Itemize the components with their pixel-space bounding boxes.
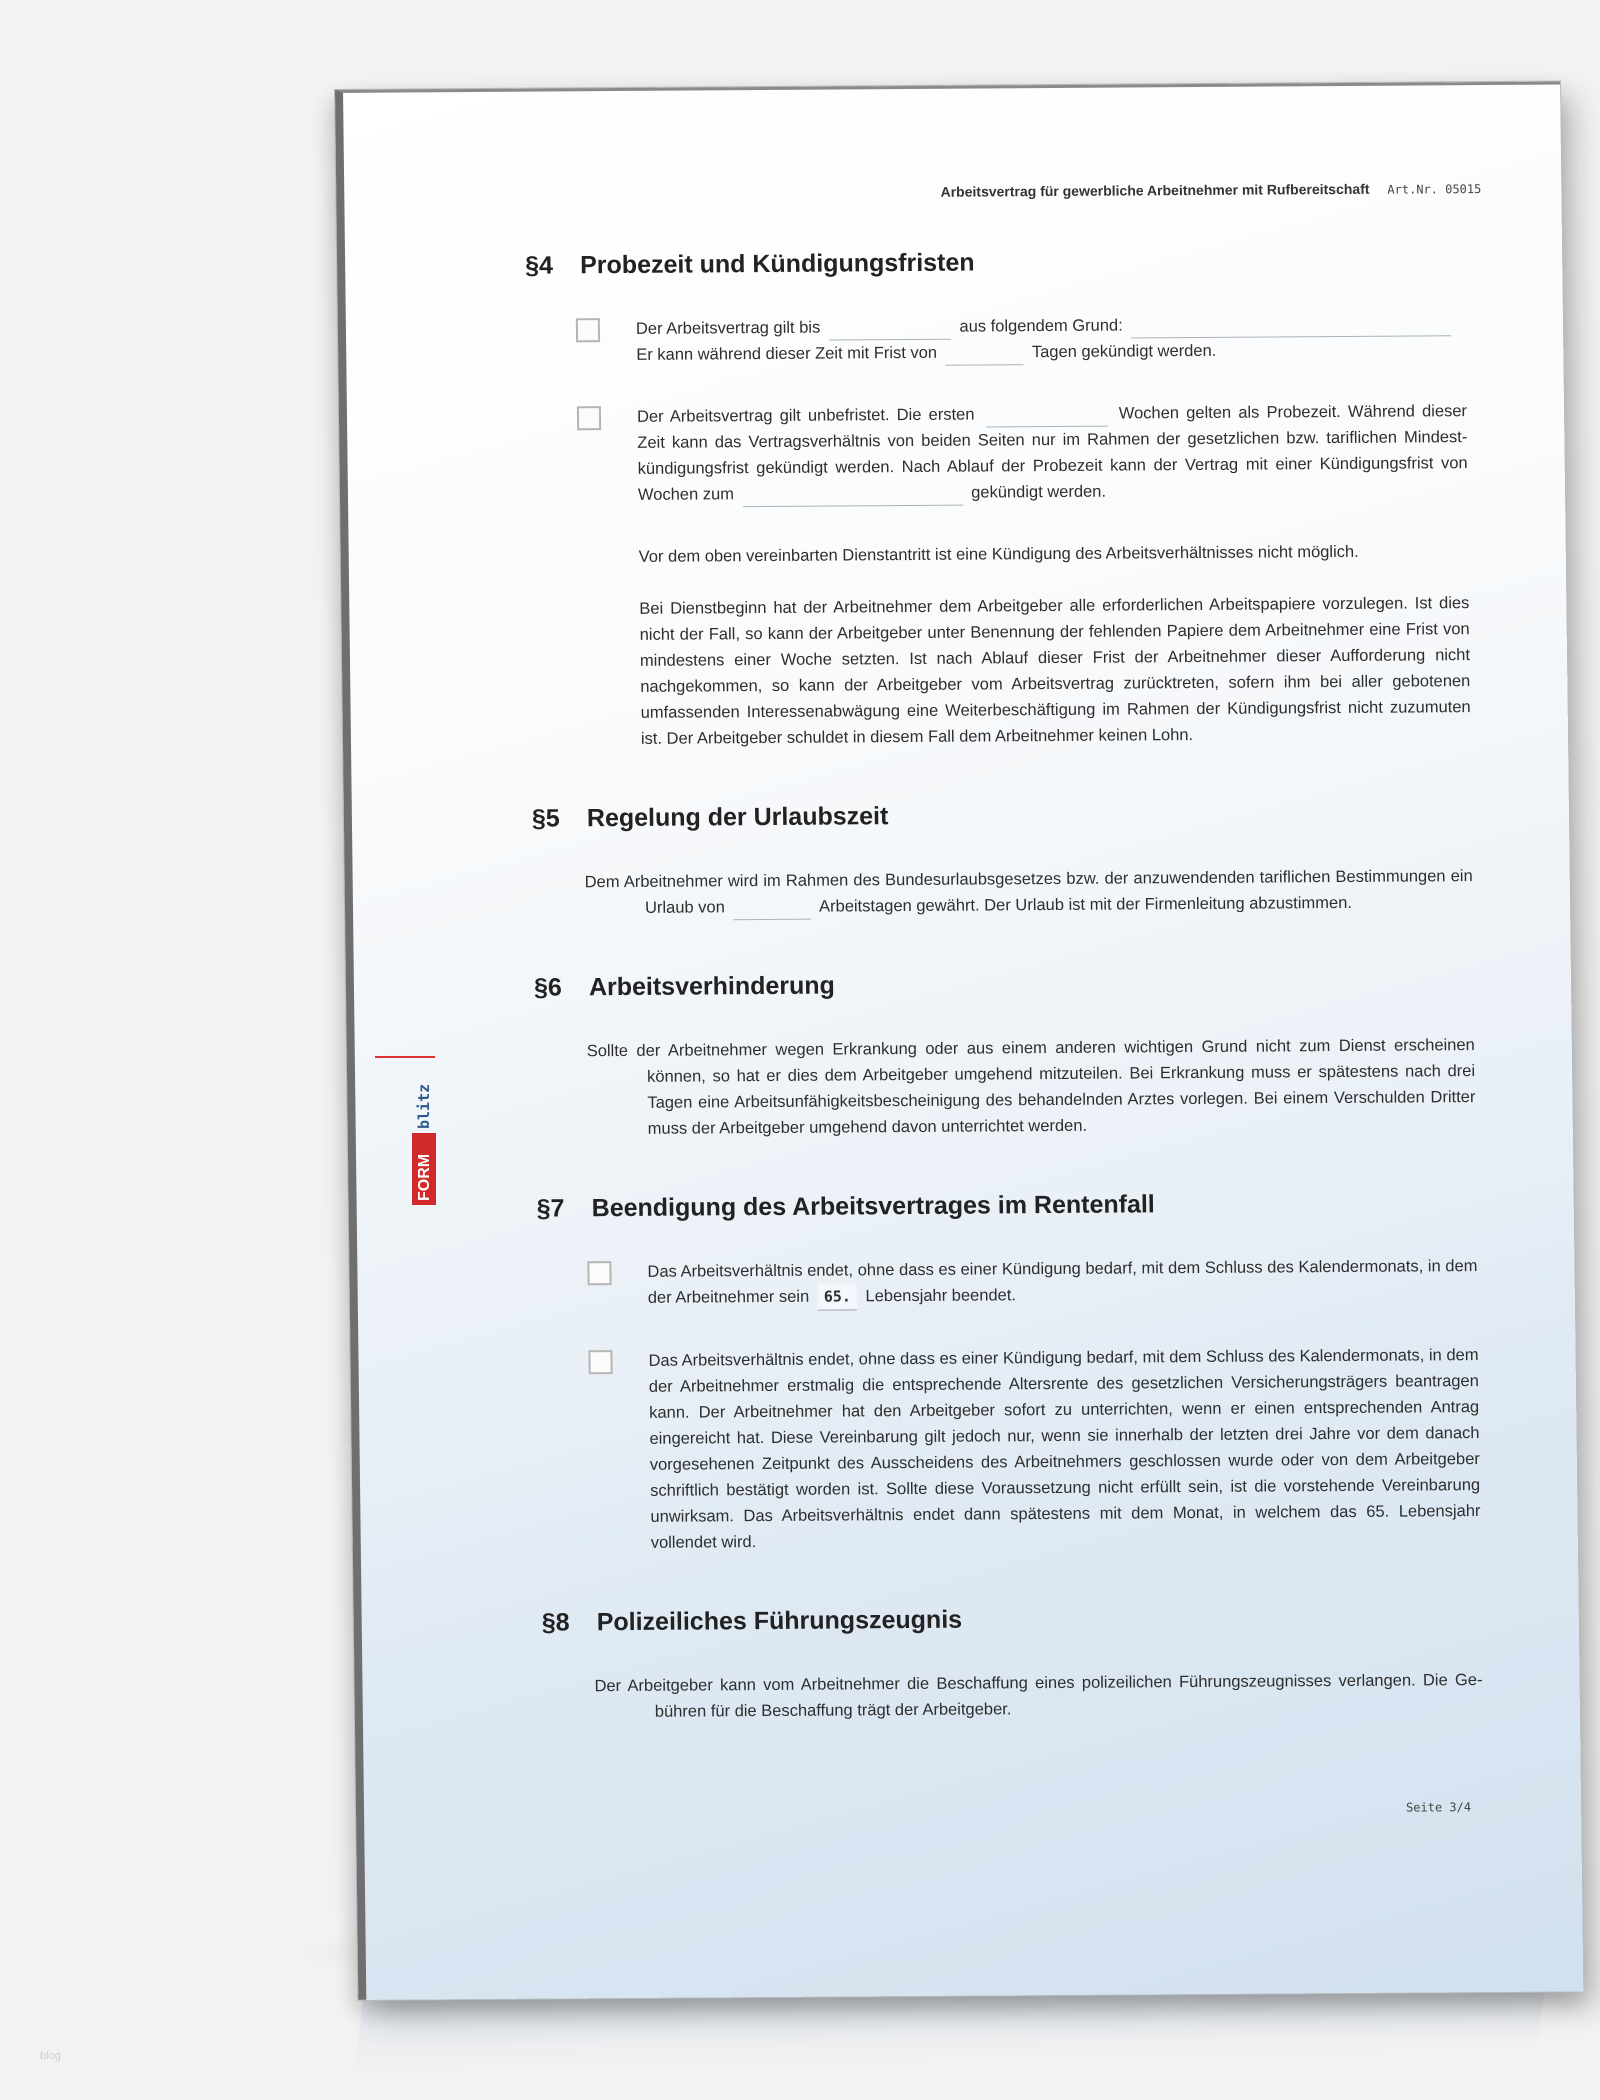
checkbox-retirement-age[interactable]	[587, 1261, 611, 1285]
section-heading	[532, 798, 1472, 834]
text-segment: Der Arbeitsvertrag gilt unbefristet. Die ersten	[636, 405, 975, 426]
document-page	[335, 81, 1583, 1999]
option-pension-claim	[588, 1342, 1481, 1556]
end-date-field[interactable]	[829, 322, 951, 341]
reason-field[interactable]	[1131, 318, 1451, 338]
text-segment: Wochen gelten als Probezeit. Während dieser Zeit kann das Vertragsverhältnis von beiden Seiten nur im Rahmen der gesetzlichen bzw. tariflichen Mindestkündigungsfrist gekündigt werden. Nach Ablauf der Probezeit kann der Vertrag mit einer Kündigungsfrist von Wochen zum	[637, 402, 1468, 504]
text-segment: Dem Arbeitnehmer wird im Rahmen des Bundesurlaubsgesetzes bzw. der anzuwendenden tariflichen Bestimmungen ein Urlaub von	[584, 867, 1473, 917]
option-text	[647, 1253, 1478, 1312]
paragraph: Bei Dienstbeginn hat der Arbeitnehmer dem Arbeitgeber alle erforderlichen Arbeitspapiere vorzulegen. Ist dies nicht der Fall, so kann der Arbeitgeber unter Benennung der fehlenden Papiere dem Arbeitnehmer eine Frist von mindestens einer Woche setzten. Ist nach Ablauf dieser Frist der Arbeitnehmer dieser Aufforderung nicht nachgekommen, so kann der Arbeitgeber vom Arbeitsvertrag zurücktreten, sofern ihm bei aller gebotenen umfassenden Interessenabwägung eine Weiterbeschäftigung im Rahmen der Kündigungsfrist nicht zuzumuten ist. Der Arbeitgeber schuldet in diesem Fall dem Arbeitnehmer keinen Lohn.	[639, 594, 1471, 748]
section-8	[542, 1602, 1483, 1726]
section-heading	[534, 967, 1474, 1003]
retirement-age-field[interactable]: 65.	[818, 1283, 857, 1310]
probation-weeks-field[interactable]	[986, 409, 1108, 428]
section-number: §7	[536, 1194, 565, 1223]
option-retirement-age	[587, 1253, 1478, 1312]
formblitz-logo	[412, 1055, 436, 1205]
option-text: Das Arbeitsverhältnis endet, ohne dass es einer Kündigung bedarf, mit dem Schluss des Kalendermonats, in dem der Arbeitnehmer erstmalig die entsprechende Altersrente des gesetzlichen Versicherungsträgers beantragen kann. Der Arbeitnehmer hat den Arbeitgeber sofort zu unterrichten, wenn er einen entsprechenden Antrag eingereicht hat. Diese Vereinbarung gilt jedoch nur, wenn sie innerhalb der letzten drei Jahre vor dem danach vorgesehenen Zeitpunkt des Ausscheidens des Arbeitnehmers geschlossen wurde oder von dem Arbeitgeber schriftlich bestätigt worden ist. Sollte diese Voraussetzung nicht erfüllt sein, ist die vorstehende Vereinbarung unwirksam. Das Arbeitsverhältnis endet dann spätestens mit dem Monat, in welchem das 65. Lebensjahr vollendet wird.	[648, 1346, 1481, 1552]
option-permanent	[577, 398, 1468, 508]
text-segment: Er kann während dieser Zeit mit Frist von	[636, 343, 938, 364]
section-5	[532, 798, 1473, 922]
page-number: Seite 3/4	[1405, 1800, 1472, 1815]
header-title: Arbeitsvertrag für gewerbliche Arbeitnehmer mit Rufbereitschaft	[940, 180, 1370, 200]
watermark: blog	[40, 2050, 61, 2062]
section-title: Arbeitsverhinderung	[588, 971, 836, 1002]
notice-days-field[interactable]	[946, 347, 1024, 366]
section-title: Regelung der Urlaubszeit	[586, 802, 889, 833]
section-heading	[537, 1188, 1477, 1224]
section-heading	[525, 245, 1465, 281]
text-segment: Lebensjahr beendet.	[865, 1286, 1017, 1306]
document-header	[940, 180, 1481, 200]
paragraph	[585, 863, 1474, 921]
section-6	[534, 967, 1476, 1143]
text-segment: gekündigt werden.	[971, 482, 1107, 502]
section-number: §4	[524, 251, 554, 280]
section-title: Beendigung des Arbeitsvertrages im Rentenfall	[591, 1190, 1155, 1223]
section-title: Polizeiliches Führungszeugnis	[596, 1605, 963, 1637]
section-number: §6	[533, 973, 562, 1002]
section-7	[537, 1188, 1481, 1557]
section-title: Probezeit und Kündigungsfristen	[579, 248, 975, 280]
paragraph: Vor dem oben vereinbarten Dienstantritt ist eine Kündigung des Arbeitsverhältnisses nicht möglich.	[638, 542, 1359, 566]
text-segment: aus folgendem Grund:	[959, 316, 1123, 336]
checkbox-pension-claim[interactable]	[588, 1350, 612, 1374]
option-text	[637, 398, 1468, 508]
notice-date-field[interactable]	[743, 488, 963, 508]
section-number: §8	[541, 1608, 570, 1637]
paragraph: Der Arbeitgeber kann vom Arbeitnehmer die Beschaffung eines polizeilichen Führungszeugnisses verlangen. Die Gebühren für die Beschaffung trägt der Arbeitgeber.	[594, 1671, 1483, 1721]
text-segment: Das Arbeitsverhältnis endet, ohne dass es einer Kündigung bedarf, mit dem Schluss des Kalendermonats, in dem der Arbeitnehmer sein	[647, 1257, 1478, 1307]
paragraph: Sollte der Arbeitnehmer wegen Erkrankung oder aus einem anderen wichtigen Grund nicht zum Dienst erscheinen können, so hat er dies dem Arbeitgeber umgehend mitzuteilen. Bei Erkrankung muss er spätestens nach drei Tagen eine Arbeitsunfähigkeitsbescheinigung des behandelnden Arztes vorlegen. Bei einem Verschulden Dritter muss der Arbeitgeber umgehend davon unterrichtet werden.	[586, 1036, 1476, 1138]
section-4	[525, 245, 1471, 753]
option-fixed-term	[576, 310, 1467, 368]
checkbox-permanent[interactable]	[577, 406, 601, 430]
logo-form-text: FORM	[416, 1153, 433, 1201]
checkbox-fixed-term[interactable]	[576, 318, 600, 342]
logo-blitz-text: blitz	[415, 1083, 433, 1129]
text-segment: Der Arbeitsvertrag gilt bis	[635, 318, 821, 338]
section-heading	[542, 1602, 1482, 1638]
article-number: Art.Nr. 05015	[1387, 181, 1482, 197]
document-body	[525, 245, 1484, 1777]
text-segment: Arbeitstagen gewährt. Der Urlaub ist mit der Firmenleitung abzustimmen.	[818, 893, 1353, 916]
vacation-days-field[interactable]	[733, 902, 811, 921]
section-number: §5	[531, 804, 560, 833]
option-text	[636, 310, 1456, 368]
text-segment: Tagen gekündigt werden.	[1031, 341, 1217, 362]
